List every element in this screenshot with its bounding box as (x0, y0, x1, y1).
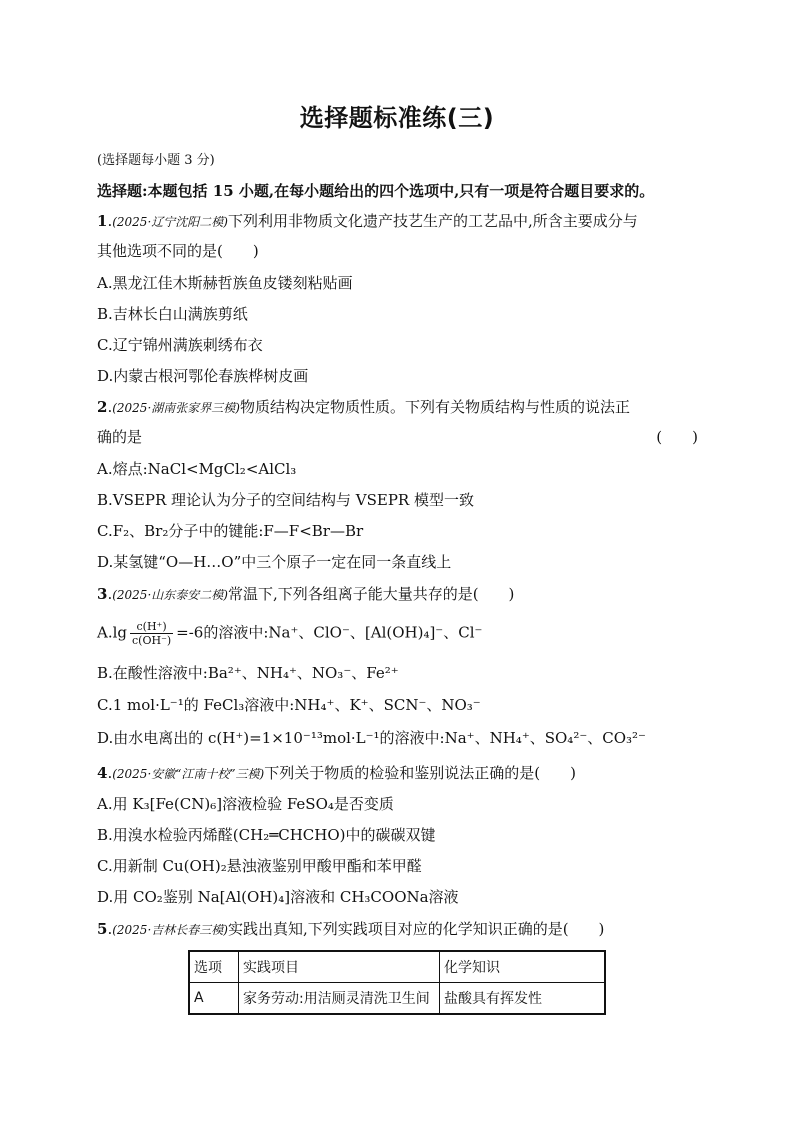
question-source: (2025·辽宁沈阳二模) (112, 215, 228, 229)
question-2-stem: 2.(2025·湖南张家界三模)物质结构决定物质性质。下列有关物质结构与性质的说法正 (97, 398, 630, 416)
question-number: 4 (97, 764, 108, 782)
q1-option-c: C.辽宁锦州满族刺绣布衣 (97, 336, 263, 354)
question-text: 常温下,下列各组离子能大量共存的是( ) (227, 585, 515, 603)
fraction-denominator: c(OH⁻) (132, 634, 172, 647)
q1-option-d: D.内蒙古根河鄂伦春族桦树皮画 (97, 367, 309, 385)
q1-option-b: B.吉林长白山满族剪纸 (97, 305, 248, 323)
table-cell: A (189, 983, 239, 1015)
table-row (189, 983, 605, 1015)
answer-bracket: ( ) (656, 428, 698, 446)
question-text: 下列利用非物质文化遗产技艺生产的工艺品中,所含主要成分与 (227, 212, 638, 230)
question-source: (2025·安徽“江南十校”三模) (112, 767, 265, 781)
q2-option-b: B.VSEPR 理论认为分子的空间结构与 VSEPR 模型一致 (97, 491, 474, 509)
option-text: =-6的溶液中:Na⁺、ClO⁻、[Al(OH)₄]⁻、Cl⁻ (176, 623, 483, 642)
q4-option-b: B.用溴水检验丙烯醛(CH₂═CHCHO)中的碳碳双键 (97, 826, 436, 844)
question-source: (2025·湖南张家界三模) (112, 401, 240, 415)
q4-option-d: D.用 CO₂鉴别 Na[Al(OH)₄]溶液和 CH₃COONa溶液 (97, 888, 459, 906)
q2-option-d: D.某氢键“O—H…O”中三个原子一定在同一条直线上 (97, 553, 452, 571)
question-5-stem: 5.(2025·吉林长春三模)实践出真知,下列实践项目对应的化学知识正确的是( ) (97, 920, 605, 938)
table-header-row (189, 951, 605, 983)
fraction-numerator: c(H⁺) (130, 620, 173, 634)
table-header-cell: 实践项目 (239, 951, 440, 983)
table-cell: 盐酸具有挥发性 (440, 983, 606, 1015)
q2-option-c: C.F₂、Br₂分子中的键能:F—F<Br—Br (97, 522, 364, 540)
question-number: 3 (97, 585, 108, 603)
q1-option-a: A.黑龙江佳木斯赫哲族鱼皮镂刻粘贴画 (97, 274, 353, 292)
fraction (130, 620, 173, 647)
q3-option-d: D.由水电离出的 c(H⁺)=1×10⁻¹³mol·L⁻¹的溶液中:Na⁺、NH₄⁺、SO₄²⁻、CO₃²⁻ (97, 729, 646, 747)
question-1-stem-cont: 其他选项不同的是( ) (97, 242, 259, 260)
question-source: (2025·山东泰安二模) (112, 588, 228, 602)
page-title: 选择题标准练(三) (299, 104, 495, 132)
question-number: 5 (97, 920, 108, 938)
question-text: 物质结构决定物质性质。下列有关物质结构与性质的说法正 (239, 398, 630, 416)
section-instruction: 选择题:本题包括 15 小题,在每小题给出的四个选项中,只有一项是符合题目要求的。 (97, 182, 655, 200)
q2-option-a: A.熔点:NaCl<MgCl₂<AlCl₃ (97, 460, 297, 478)
q4-option-a: A.用 K₃[Fe(CN)₆]溶液检验 FeSO₄是否变质 (97, 795, 394, 813)
table-header-cell: 选项 (189, 951, 239, 983)
question-1-stem: 1.(2025·辽宁沈阳二模)下列利用非物质文化遗产技艺生产的工艺品中,所含主要成分与 (97, 212, 638, 230)
question-text: 实践出真知,下列实践项目对应的化学知识正确的是( ) (227, 920, 605, 938)
q4-option-c: C.用新制 Cu(OH)₂悬浊液鉴别甲酸甲酯和苯甲醛 (97, 857, 422, 875)
q3-option-a (97, 620, 482, 647)
table-header-cell: 化学知识 (440, 951, 606, 983)
option-prefix: A.lg (97, 623, 127, 642)
q3-option-c: C.1 mol·L⁻¹的 FeCl₃溶液中:NH₄⁺、K⁺、SCN⁻、NO₃⁻ (97, 696, 481, 714)
question-source: (2025·吉林长春三模) (112, 923, 228, 937)
question-number: 1 (97, 212, 108, 230)
table-cell: 家务劳动:用洁厕灵清洗卫生间 (239, 983, 440, 1015)
question-number: 2 (97, 398, 108, 416)
q3-option-b: B.在酸性溶液中:Ba²⁺、NH₄⁺、NO₃⁻、Fe²⁺ (97, 664, 399, 682)
question-2-stem-cont: 确的是 (97, 428, 143, 446)
question-4-stem: 4.(2025·安徽“江南十校”三模)下列关于物质的检验和鉴别说法正确的是( ) (97, 764, 576, 782)
score-note: (选择题每小题 3 分) (97, 153, 215, 168)
q5-table (188, 950, 606, 1015)
question-3-stem: 3.(2025·山东泰安二模)常温下,下列各组离子能大量共存的是( ) (97, 585, 515, 603)
question-text: 下列关于物质的检验和鉴别说法正确的是( ) (264, 764, 576, 782)
